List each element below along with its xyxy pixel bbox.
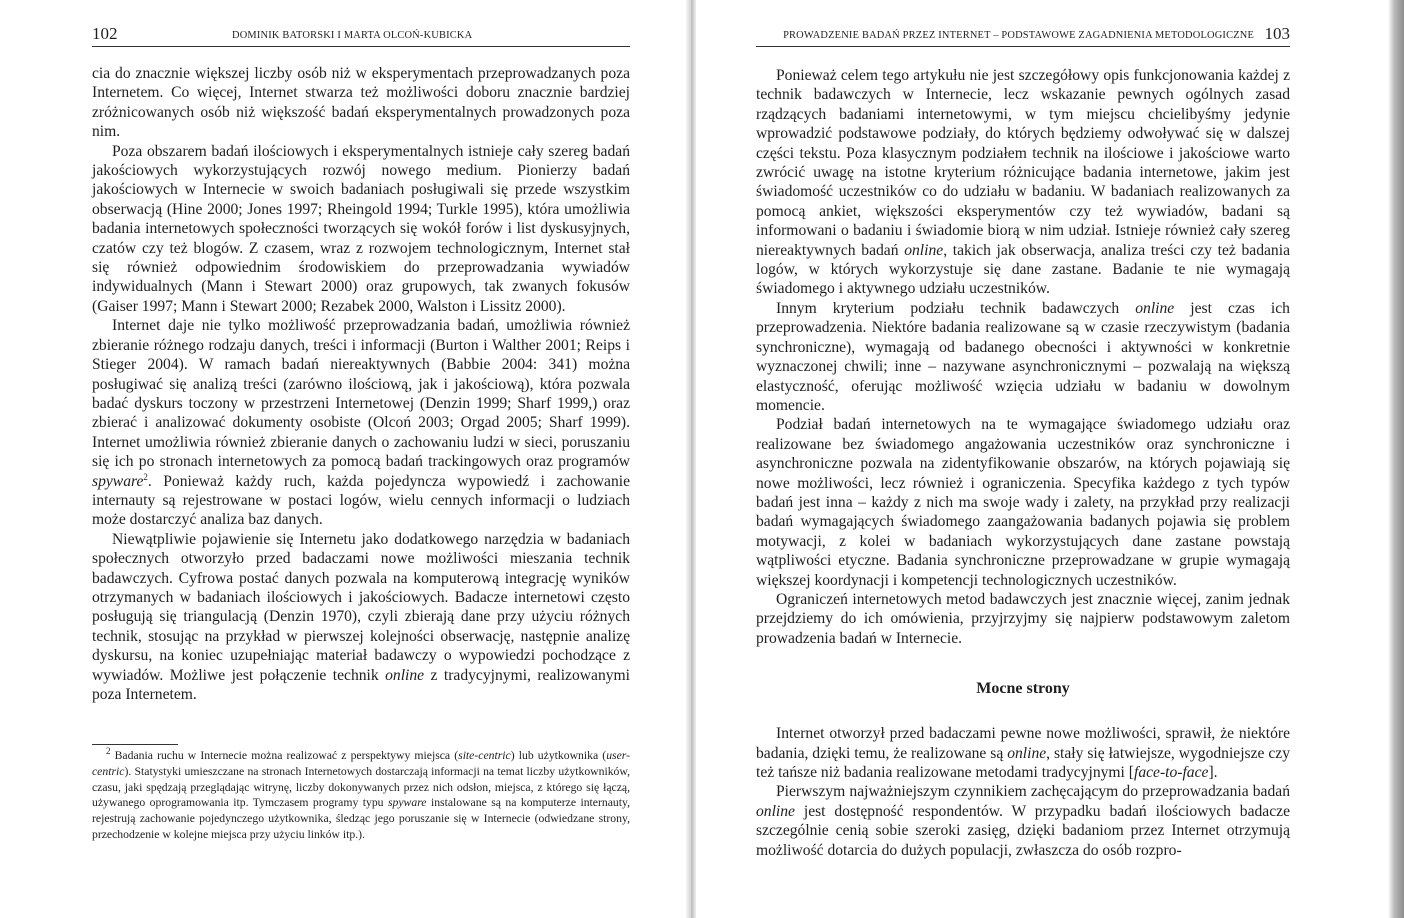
left-paragraph-3-end: . Ponieważ każdy ruch, każda pojedyncza wypowiedź i zachowanie internauty są rejestrowane w postaci logów, wielu cennych informacji o ludziach może dostarczyć analiza baz danych. bbox=[92, 472, 630, 529]
left-paragraph-4-end: z tradycyjnymi, realizowanymi poza Internetem. bbox=[92, 666, 631, 703]
left-paragraph-2: Poza obszarem badań ilościowych i eksperymentalnych istnieje cały szereg badań jakościowych wykorzystujących rozwój nowego medium. Pionierzy badań jakościowych w Internecie w swoich badaniach posługiwali się przede wszystkim obserwacją (Hine 2000; Jones 1997; Rheingold 1994; Turkle 1995), która umożliwia badania internetowych społeczności tworzących się wokół forów i list dyskusyjnych, czatów czy też blogów. Z czasem, wraz z rozwojem technologicznym, Internet stał się również odpowiednim środowiskiem do przeprowadzania wywiadów indywidualnych (Mann i Stewart 2000) oraz grupowych, tak zwanych fokusów (Gaiser 1997; Mann i Stewart 2000; Rezabek 2000, Walston i Lissitz 2000). bbox=[92, 142, 630, 315]
footnote-part-c: ). Statystyki umieszczane na stronach Internetowych dostarczają informacji na temat liczby użytkowników, czasu, jaki spędzają przeglądając witrynę, liczby dokonywanych przez nich odsłon, miejsca, z którego się łączą, używanego oprogramowania itp. Tymczasem programy typu bbox=[92, 764, 630, 810]
left-paragraph-1: cia do znacznie większej liczby osób niż w eksperymentach przeprowadzanych poza Internetem. Co więcej, Internet stwarza też możliwości doboru znacznie bardziej zróżnicowanych osób niż większość badań eksperymentalnych prowadzonych poza nim. bbox=[92, 65, 630, 141]
right-running-title: PROWADZENIE BADAŃ PRZEZ INTERNET – PODSTAWOWE ZAGADNIENIA METODOLOGICZNE bbox=[783, 30, 1254, 41]
right-paragraph-6-end: jest dostępność respondentów. W przypadku badań ilościowych badacze szczególnie cenią sobie szeroki zasięg, dzięki badaniom przez Internet otrzymują możliwość dotarcia do dużych populacji, zwłaszcza do osób rozpro- bbox=[756, 802, 1290, 859]
right-paragraph-5-online: online bbox=[1007, 744, 1047, 762]
left-page bbox=[92, 0, 630, 918]
left-running-head bbox=[92, 22, 630, 47]
footnote bbox=[92, 748, 630, 843]
footnote-spyware: spyware bbox=[387, 796, 427, 810]
spyware-term: spyware bbox=[92, 472, 144, 490]
footnote-text bbox=[92, 748, 630, 843]
right-paragraph-2-end: jest czas ich przeprowadzenia. Niektóre badania realizowane są w czasie rzeczywistym (badania synchroniczne), wymagają od badanego obecności i aktywności w konkretnie wyznaczonej chwili; inne – nazywane asynchronicznymi – pozwalają na większą elastyczność, oferując możliwość wzięcia udziału w badaniu w dowolnym momencie. bbox=[756, 299, 1290, 414]
footnote-part-b: ) lub użytkownika ( bbox=[510, 749, 607, 762]
left-running-title: DOMINIK BATORSKI I MARTA OLCOŃ-KUBICKA bbox=[232, 30, 473, 41]
left-page-number: 102 bbox=[92, 24, 118, 43]
right-paragraph-2-online: online bbox=[1135, 299, 1175, 317]
book-gutter bbox=[686, 0, 696, 918]
right-body-text bbox=[756, 66, 1290, 860]
online-term: online bbox=[385, 666, 425, 684]
right-paragraph-1-text: Ponieważ celem tego artykułu nie jest szczegółowy opis funkcjonowania każdej z technik badawczych w Internecie, lecz wskazanie pewnych ogólnych zasad rządzących badaniami internetowymi, w tym miejscu chcielibyśmy jedynie wprowadzić podstawowe podziały, do których będziemy odwoływać się w dalszej części tekstu. Poza klasycznym podziałem technik na ilościowe i jakościowe warto zwrócić uwagę na istotne kryterium różnicujące badania internetowe, jakim jest świadomość uczestników co do udziału w badaniu. W badaniach realizowanych za pomocą ankiet, większości eksperymentów czy też wywiadów, badani są informowani o badaniu i świadomie biorą w nim udział. Istnieje również cały szereg niereaktywnych badań bbox=[756, 67, 1290, 259]
right-paragraph-3: Podział badań internetowych na te wymagające świadomego udziału oraz realizowane bez świadomego angażowania uczestników oraz synchroniczne i asynchroniczne pozwala na zidentyfikowanie obszarów, na których pojawiają się nowe możliwości, lecz również i ograniczenia. Specyfika każdego z tych typów badań jest inna – każdy z nich ma swoje wady i zalety, na przykład przy realizacji badań wymagających świadomego zaangażowania badanych pojawia się problem motywacji, z kolei w badaniach wykorzystujących dane zastane powstają wątpliwości etyczne. Badania synchroniczne przeprowadzane w grupie wymagają większej koordynacji i kompetencji technologicznych uczestników. bbox=[756, 416, 1290, 589]
footnote-user-centric: user-centric bbox=[92, 749, 630, 778]
footnote-marker: 2 bbox=[143, 471, 148, 482]
right-paragraph-6-text: Pierwszym najważniejszym czynnikiem zachęcającym do przeprowadzania badań bbox=[776, 783, 1290, 801]
right-paragraph-2 bbox=[756, 299, 1290, 415]
right-paragraph-5 bbox=[756, 724, 1290, 782]
left-body-text bbox=[92, 64, 630, 704]
right-paragraph-5-text: Internet otworzył przed badaczami pewne nowe możliwości, sprawił, że niektóre badania, dzięki temu, że realizowane są bbox=[756, 725, 1290, 762]
right-paragraph-4: Ograniczeń internetowych metod badawczych jest znacznie więcej, zanim jednak przejdziemy do ich omówienia, przyjrzyjmy się najpierw podstawowym zaletom prowadzenia badań w Internecie. bbox=[756, 590, 1290, 647]
left-paragraph-4 bbox=[92, 530, 630, 705]
right-paragraph-2-text: Innym kryterium podziału technik badawczych bbox=[776, 299, 1120, 317]
footnote-part-d: instalowane są na komputerze internauty, rejestrują zachowanie pojedynczego użytkownika, śledząc jego poruszanie się w Internecie (odwiedzane strony, przechodzenie w kolejne miejsca przy użyciu linków itp.). bbox=[92, 796, 631, 841]
right-paragraph-6-online: online bbox=[756, 802, 795, 820]
section-heading: Mocne strony bbox=[976, 680, 1070, 698]
right-running-head bbox=[756, 22, 1290, 47]
right-paragraph-6 bbox=[756, 782, 1290, 860]
right-page bbox=[756, 0, 1290, 918]
footnote-part-a: Badania ruchu w Internecie można realizować z perspektywy miejsca ( bbox=[114, 749, 459, 762]
right-page-number: 103 bbox=[1264, 24, 1290, 43]
right-paragraph-5-mid: , stały się łatwiejsze, wygodniejsze czy też tańsze niż badania realizowane metodami tradycyjnymi [ bbox=[756, 744, 1291, 781]
right-paragraph-1-online: online bbox=[904, 241, 944, 259]
right-paragraph-1 bbox=[756, 66, 1290, 299]
page-edge-shadow bbox=[1388, 0, 1404, 918]
footnote-site-centric: site-centric bbox=[458, 749, 511, 762]
left-paragraph-3-text: Internet daje nie tylko możliwość przeprowadzania badań, umożliwia również zbieranie różnego rodzaju danych, treści i informacji (Burton i Walther 2001; Reips i Stieger 2004). W ramach badań niereaktywnych (Babbie 2004: 341) można posługiwać się analizą treści (zarówno ilościową, jak i jakościową), która pozwala badać dyskurs toczony w przestrzeni Internetowej (Denzin 1999; Sharf 1999,) oraz zbierać i analizować dokumenty osobiste (Olcoń 2003; Orgad 2005; Sharf 1999). Internet umożliwia również zbieranie danych o zachowaniu ludzi w sieci, poruszaniu się ich po stronach internetowych za pomocą badań trackingowych oraz programów bbox=[92, 317, 630, 471]
footnote-rule bbox=[92, 744, 178, 745]
right-paragraph-5-end: ]. bbox=[1208, 764, 1218, 781]
right-paragraph-1-end: , takich jak obserwacja, analiza treści czy też badania logów, w których wykorzystuje się dane zastane. Badanie te nie wymagają świadomego i aktywnego udziału uczestników. bbox=[756, 241, 1290, 298]
left-paragraph-3 bbox=[92, 316, 630, 529]
left-paragraph-4-text: Niewątpliwie pojawienie się Internetu jako dodatkowego narzędzia w badaniach społecznych otworzyło przed badaczami nowe możliwości mieszania technik badawczych. Cyfrowa postać danych pozwala na komputerową integrację wyników otrzymanych w badaniach ilościowych i jakościowych. Badacze internetowi często posługują się triangulacją (Denzin 1970), czyli zbierają dane przy użyciu różnych technik, stosując na przykład w pierwszej kolejności obserwację, następnie analizę dyskursu, na koniec uzupełniając materiał badawczy o wypowiedzi pochodzące z wywiadów. Możliwe jest połączenie technik bbox=[92, 530, 630, 684]
footnote-number: 2 bbox=[106, 746, 111, 757]
right-paragraph-5-face-to-face: face-to-face bbox=[1133, 764, 1209, 781]
